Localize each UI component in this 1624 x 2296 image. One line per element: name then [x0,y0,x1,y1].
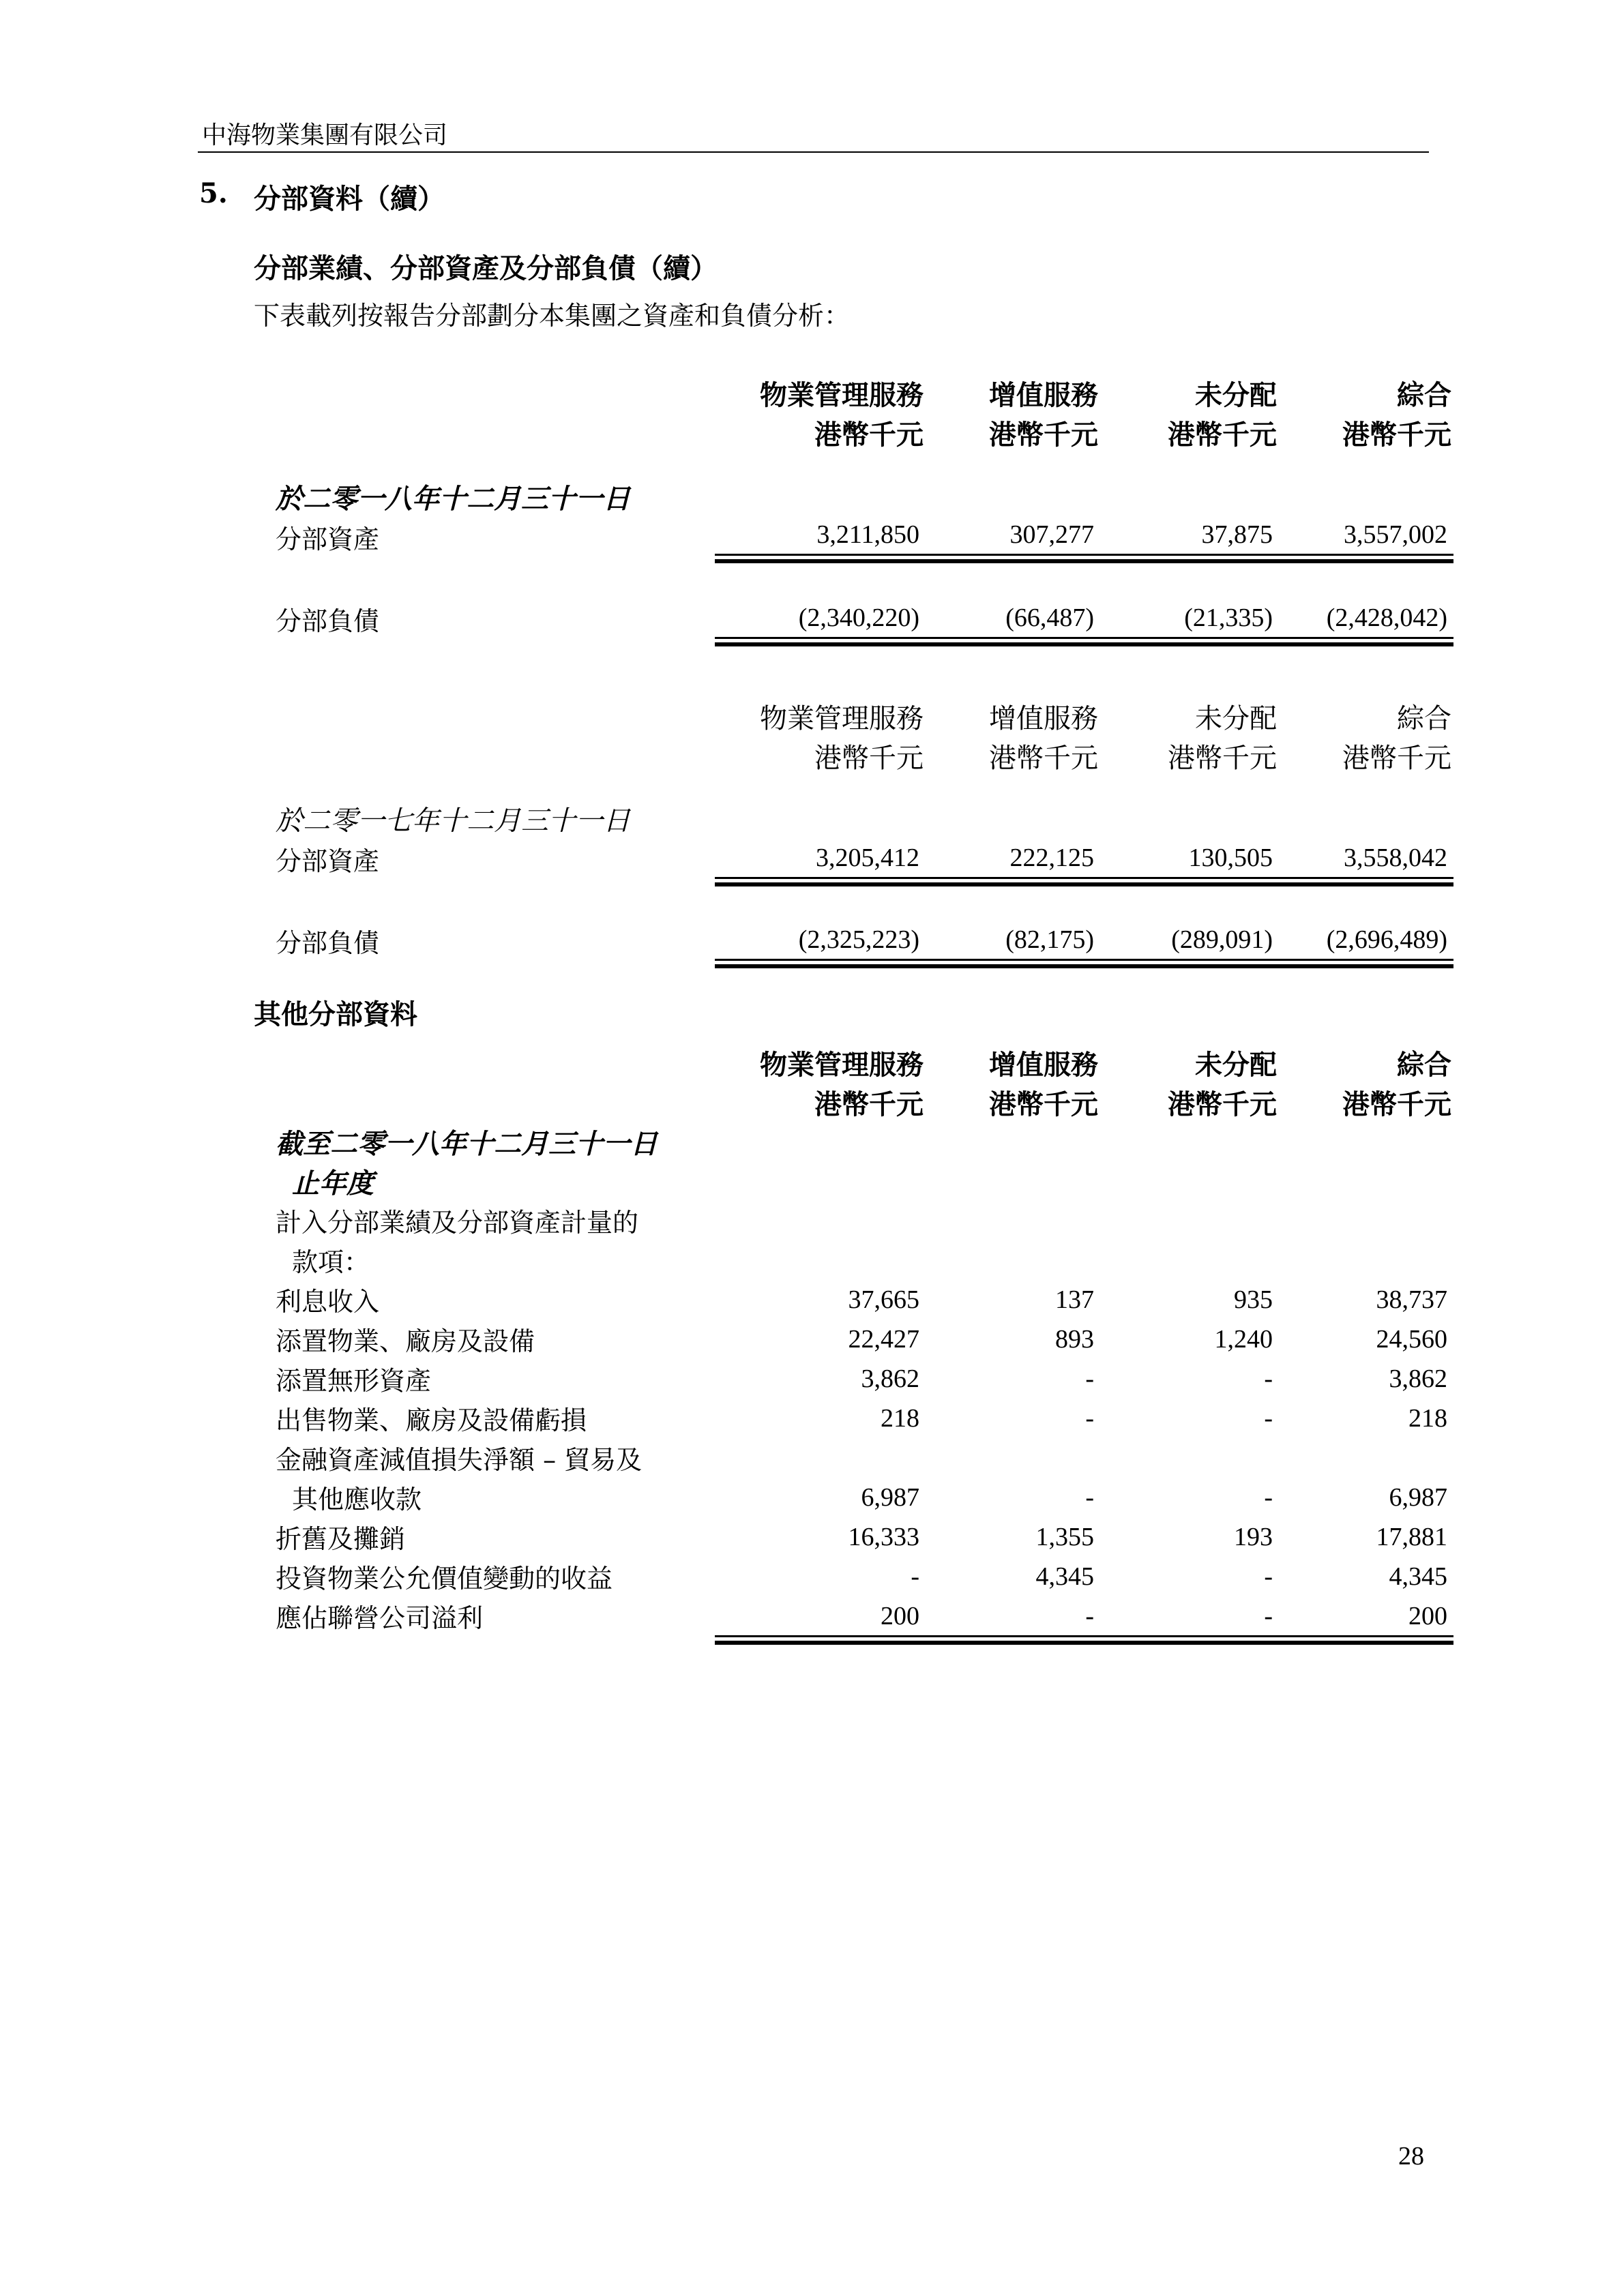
col-header-value-added: 增值服務 [989,703,1098,734]
cell: 130,505 [1188,844,1273,872]
double-rule [715,637,1453,639]
cell: 38,737 [1376,1285,1447,1314]
period-line2: 止年度 [292,1167,374,1199]
col-header-unallocated: 未分配 [1195,379,1277,411]
cell: 24,560 [1376,1325,1447,1354]
row-label: 出售物業、廠房及設備虧損 [276,1405,587,1435]
double-rule [715,642,1453,646]
cell: (2,696,489) [1326,925,1447,954]
col-header-property: 物業管理服務 [760,703,924,734]
col-unit: 港幣千元 [1342,1088,1451,1120]
col-unit: 港幣千元 [1342,419,1451,451]
cell: - [1085,1365,1094,1393]
col-header-property: 物業管理服務 [760,1049,924,1081]
row-label-cont: 其他應收款 [292,1485,422,1515]
cell: 200 [1408,1602,1447,1630]
col-header-value-added: 增值服務 [989,1049,1098,1081]
col-unit: 港幣千元 [1168,743,1277,774]
cell: (289,091) [1171,925,1273,954]
cell: 137 [1055,1285,1094,1314]
header-rule [198,151,1429,153]
cell: 935 [1234,1285,1273,1314]
cell: - [1264,1483,1273,1512]
cell: (21,335) [1184,603,1273,632]
cell: 37,875 [1201,520,1273,549]
col-header-total: 綜合 [1397,1049,1451,1081]
cell: (2,340,220) [798,603,919,632]
cell: (2,325,223) [798,925,919,954]
row-label: 分部資產 [276,846,380,876]
col-header-total: 綜合 [1397,703,1451,734]
cell: 307,277 [1009,520,1094,549]
row-label: 分部負債 [276,606,380,636]
col-unit: 港幣千元 [814,1088,924,1120]
intro-text: 下表載列按報告分部劃分本集團之資產和負債分析： [254,301,851,331]
row-label: 金融資產減值損失淨額 – 貿易及 [276,1445,643,1475]
other-intro-line1: 計入分部業績及分部資產計量的 [276,1208,639,1238]
cell: 6,987 [861,1483,919,1512]
double-rule [715,1641,1453,1645]
cell: 3,211,850 [816,520,919,549]
other-title: 其他分部資料 [254,998,417,1030]
double-rule [715,882,1453,886]
cell: - [1085,1602,1094,1630]
col-unit: 港幣千元 [989,419,1098,451]
row-label: 應佔聯營公司溢利 [276,1603,484,1633]
cell: 3,557,002 [1344,520,1447,549]
double-rule [715,877,1453,879]
cell: 218 [1408,1404,1447,1433]
page-number: 28 [1398,2142,1424,2171]
period-line1: 截至二零一八年十二月三十一日 [276,1128,658,1160]
cell: - [911,1562,919,1591]
date-2017: 於二零一七年十二月三十一日 [276,805,630,837]
cell: 37,665 [848,1285,919,1314]
row-label: 投資物業公允價值變動的收益 [276,1564,613,1594]
cell: - [1085,1483,1094,1512]
row-label: 添置物業、廠房及設備 [276,1326,535,1356]
row-label: 利息收入 [276,1287,380,1317]
cell: 3,862 [1389,1365,1447,1393]
double-rule [715,559,1453,563]
cell: 6,987 [1389,1483,1447,1512]
col-header-unallocated: 未分配 [1195,1049,1277,1081]
col-unit: 港幣千元 [1168,419,1277,451]
cell: (2,428,042) [1326,603,1447,632]
cell: 4,345 [1389,1562,1447,1591]
cell: (82,175) [1005,925,1094,954]
section-number: 5. [199,177,228,209]
cell: 1,355 [1035,1523,1094,1551]
section-title: 分部資料（續） [254,183,445,215]
double-rule [715,959,1453,961]
cell: - [1085,1404,1094,1433]
date-2018: 於二零一八年十二月三十一日 [276,483,630,515]
col-unit: 港幣千元 [814,419,924,451]
cell: 222,125 [1009,844,1094,872]
cell: 22,427 [848,1325,919,1354]
cell: 200 [881,1602,919,1630]
cell: - [1264,1404,1273,1433]
company-header: 中海物業集團有限公司 [202,121,448,149]
cell: 3,862 [861,1365,919,1393]
other-intro-line2: 款項： [292,1247,370,1277]
cell: 4,345 [1035,1562,1094,1591]
cell: - [1264,1365,1273,1393]
cell: (66,487) [1005,603,1094,632]
cell: 218 [881,1404,919,1433]
cell: 1,240 [1214,1325,1273,1354]
col-header-unallocated: 未分配 [1195,703,1277,734]
col-header-total: 綜合 [1397,379,1451,411]
cell: - [1264,1602,1273,1630]
double-rule [715,554,1453,556]
row-label: 分部負債 [276,928,380,958]
col-unit: 港幣千元 [814,743,924,774]
col-unit: 港幣千元 [1342,743,1451,774]
col-header-property: 物業管理服務 [760,379,924,411]
cell: 3,205,412 [816,844,919,872]
row-label: 折舊及攤銷 [276,1524,406,1554]
cell: 3,558,042 [1344,844,1447,872]
cell: 17,881 [1376,1523,1447,1551]
double-rule [715,964,1453,968]
cell: - [1264,1562,1273,1591]
col-unit: 港幣千元 [989,743,1098,774]
col-header-value-added: 增值服務 [989,379,1098,411]
col-unit: 港幣千元 [989,1088,1098,1120]
subsection-title: 分部業績、分部資產及分部負債（續） [254,252,718,284]
cell: 16,333 [848,1523,919,1551]
double-rule [715,1635,1453,1637]
cell: 193 [1234,1523,1273,1551]
col-unit: 港幣千元 [1168,1088,1277,1120]
row-label: 添置無形資產 [276,1366,432,1396]
row-label: 分部資產 [276,524,380,554]
cell: 893 [1055,1325,1094,1354]
